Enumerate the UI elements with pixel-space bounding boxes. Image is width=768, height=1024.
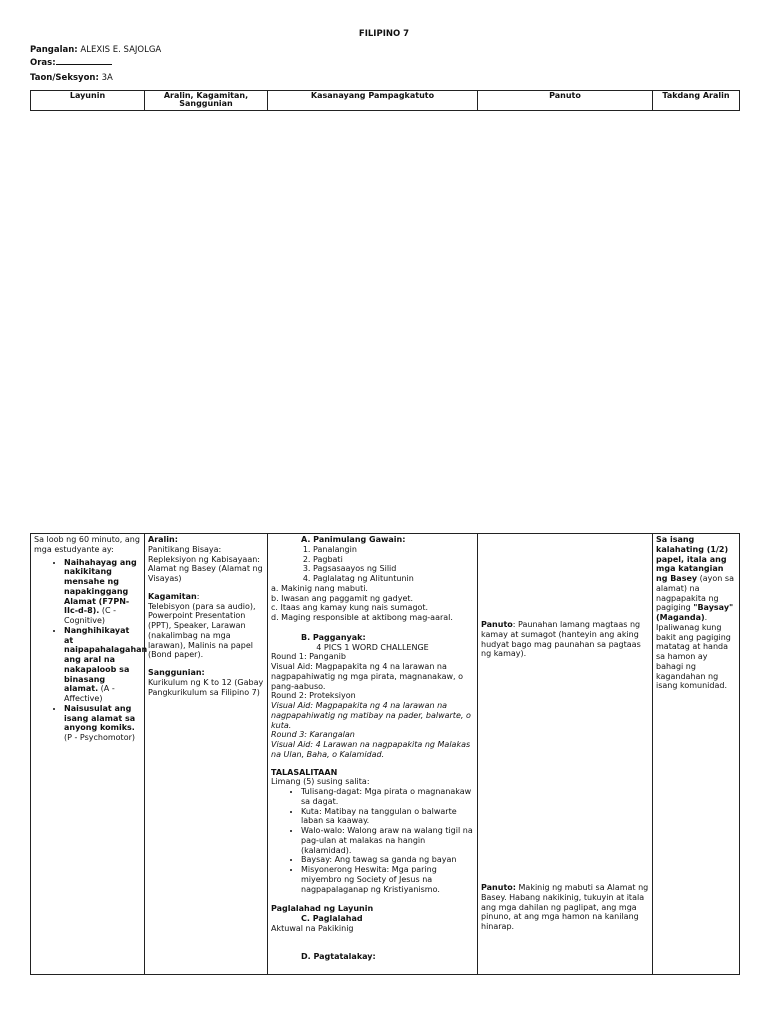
panimulang-list <box>271 545 474 584</box>
vocab-item: • Tulisang-dagat: Mga pirata o magnanakaw sa dagat. <box>301 787 474 807</box>
name-value: ALEXIS E. SAJOLGA <box>80 45 162 55</box>
name-label: Pangalan: <box>30 45 78 55</box>
rule-item: b. Iwasan ang paggamit ng gadyet. <box>271 593 414 603</box>
col-layunin: Layunin <box>31 91 145 111</box>
header-table <box>30 90 740 111</box>
paglalahad-heading: C. Paglalahad <box>301 914 363 923</box>
panimulang-item: 2. Pagbati <box>313 555 474 565</box>
round-3-aid: Visual Aid: 4 Larawan na nagpapakita ng Malakas na Ulan, Baha, o Kalamidad. <box>271 740 471 759</box>
pagganyak-heading: B. Pagganyak: <box>301 632 366 642</box>
panuto-1: Panuto: Paunahan lamang magtaas ng kamay at sumagot (hanteyin ang aking hudyat bago mag paunahan sa pagtaas ng kamay). <box>481 620 641 659</box>
name-line <box>30 45 161 55</box>
layunin-item: • Naisusulat ang isang alamat sa anyong komiks. (P - Psychomotor) <box>64 704 141 743</box>
panimulang-item: 4. Paglalatag ng Alituntunin <box>313 574 474 584</box>
aralin-text: Panitikang Bisaya: Repleksiyon ng Kabisayaan: Alamat ng Basey (Alamat ng Visayas) <box>148 544 263 583</box>
section-line <box>30 73 113 83</box>
vocab-item: • Kuta: Matibay na tanggulan o balwarte laban sa kaaway. <box>301 807 474 827</box>
panuto-cell <box>478 534 653 975</box>
section-value: 3A <box>101 73 113 83</box>
sanggunian-text: Kurikulum ng K to 12 (Gabay Pangkurikulum sa Filipino 7) <box>148 677 264 697</box>
rule-item: c. Itaas ang kamay kung nais sumagot. <box>271 603 429 613</box>
col-takdang-aralin: Takdang Aralin <box>653 91 740 111</box>
kagamitan-heading: Kagamitan: <box>148 591 200 601</box>
talasalitaan-intro: Limang (5) susing salita: <box>271 777 370 787</box>
aralin-cell <box>145 534 268 975</box>
round-3: Round 3: Karangalan <box>271 730 355 740</box>
layunin-intro: Sa loob ng 60 minuto, ang mga estudyante ay: <box>34 535 140 554</box>
round-2: Round 2: Proteksiyon <box>271 691 356 701</box>
aralin-label: Aralin: <box>148 535 178 544</box>
vocab-list <box>271 787 474 894</box>
time-label: Oras: <box>30 58 56 68</box>
kagamitan-text: Telebisyon (para sa audio), Powerpoint Presentation (PPT), Speaker, Larawan (nakalimbag na mga larawan), Malinis na papel (Bond paper). <box>148 601 256 660</box>
round-1-aid: Visual Aid: Magpapakita ng 4 na larawan na nagpapahiwatig ng mga pirata, magnanakaw, o pang-aabuso. <box>271 662 463 691</box>
paglalahad-layunin-heading: Paglalahad ng Layunin <box>271 904 374 914</box>
document-title: FILIPINO 7 <box>358 29 410 39</box>
sanggunian-label: Sanggunian: <box>148 668 205 677</box>
takdang-aralin-cell <box>653 534 740 975</box>
lesson-table <box>30 533 740 975</box>
time-blank <box>56 57 112 65</box>
section-label: Taon/Seksyon: <box>30 73 99 83</box>
round-1: Round 1: Panganib <box>271 652 346 662</box>
layunin-list <box>34 557 148 743</box>
panimulang-gawain-heading: A. Panimulang Gawain: <box>301 535 406 544</box>
panimulang-item: 1. Panalangin <box>313 545 474 555</box>
vocab-item: • Misyonerong Heswita: Mga paring miyembro ng Society of Jesus na nagpapalaganap ng Kristiyanismo. <box>301 865 474 894</box>
takdang-aralin-text: Sa isang kalahating (1/2) papel, itala ang mga katangian ng Basey (ayon sa alamat) na nagpapakita ng pagiging "Baysay" (Maganda). Ipaliwanag kung bakit ang pagiging matatag at handa sa hamon ay bahagi ng kagandahan ng isang komunidad. <box>656 535 734 691</box>
col-aralin: Aralin, Kagamitan, Sanggunian <box>145 91 268 111</box>
layunin-item: • Naihahayag ang nakikitang mensahe ng napakinggang Alamat (F7PN-IIc-d-8). (C - Cognitive) <box>64 558 141 626</box>
pagtatalakay-heading: D. Pagtatalakay: <box>301 951 376 961</box>
panimulang-item: 3. Pagsasaayos ng Silid <box>313 564 474 574</box>
rule-item: d. Maging responsible at aktibong mag-aaral. <box>271 613 453 622</box>
vocab-item: • Walo-walo: Walong araw na walang tigil na pag-ulan at malakas na hangin (kalamidad). <box>301 826 474 855</box>
panuto-2: Panuto: Makinig ng mabuti sa Alamat ng Basey. Habang nakikinig, tukuyin at itala ang mga dahilan ng paglipat, ang mga pinuno, at ang mga hamon na kanilang hinarap. <box>481 883 649 931</box>
vocab-item: • Baysay: Ang tawag sa ganda ng bayan <box>301 855 474 865</box>
layunin-item: • Nanghihikayat at naipapahalagahan ang aral na nakapaloob sa binasang alamat. (A - Affective) <box>64 626 141 704</box>
time-line <box>30 57 112 68</box>
layunin-cell <box>31 534 148 975</box>
rule-item: a. Makinig nang mabuti. <box>271 583 368 593</box>
col-kasanayan: Kasanayang Pampagkatuto <box>268 91 478 111</box>
paglalahad-text: Aktuwal na Pakikinig <box>271 923 354 933</box>
challenge-title: 4 PICS 1 WORD CHALLENGE <box>316 642 429 652</box>
round-2-aid: Visual Aid: Magpapakita ng 4 na larawan na nagpapahiwatig ng matibay na pader, balwarte, o kuta. <box>271 701 471 730</box>
talasalitaan-heading: TALASALITAAN <box>271 767 338 777</box>
col-panuto: Panuto <box>478 91 653 111</box>
kasanayan-cell <box>268 534 478 975</box>
